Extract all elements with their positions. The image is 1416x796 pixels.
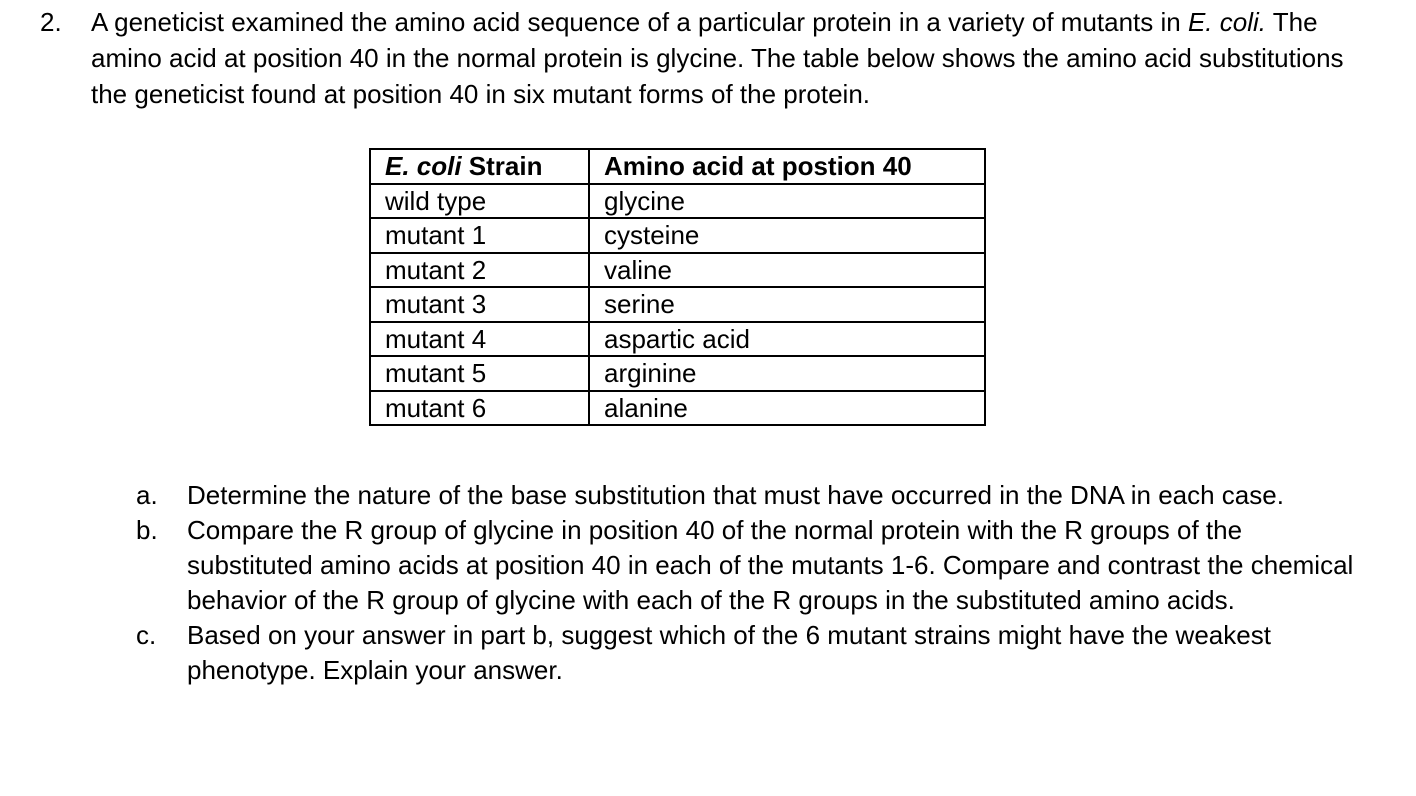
question-row <box>40 4 1380 112</box>
table-row <box>370 253 985 288</box>
table-row <box>370 322 985 357</box>
part-text: Compare the R group of glycine in position 40 of the normal protein with the R groups of the substituted amino acids at position 40 in each of the mutants 1-6. Compare and contrast the chemical behavior of the R group of glycine with each of the R groups in the substituted amino acids. <box>187 515 1354 615</box>
strain-cell: wild type <box>370 184 589 219</box>
table-row <box>370 218 985 253</box>
question-intro <box>91 4 1380 112</box>
question-part-c <box>136 618 1366 688</box>
amino-acid-cell: valine <box>589 253 985 288</box>
strain-table-wrapper <box>369 148 986 426</box>
question-part-b <box>136 513 1366 618</box>
amino-acid-cell: arginine <box>589 356 985 391</box>
strain-cell: mutant 3 <box>370 287 589 322</box>
strain-table <box>369 148 986 426</box>
table-row <box>370 391 985 426</box>
table-row <box>370 184 985 219</box>
part-letter: b. <box>136 515 158 545</box>
strain-cell: mutant 4 <box>370 322 589 357</box>
intro-text-2: The amino acid at position 40 in the normal protein is glycine. The table below shows the amino acid substitutions the geneticist found at position 40 in six mutant forms of the protein. <box>91 7 1344 109</box>
question-parts-list <box>136 478 1366 688</box>
part-text: Determine the nature of the base substitution that must have occurred in the DNA in each case. <box>187 480 1284 510</box>
table-header-row <box>370 149 985 184</box>
amino-acid-cell: glycine <box>589 184 985 219</box>
amino-acid-cell: cysteine <box>589 218 985 253</box>
intro-text-1: A geneticist examined the amino acid sequence of a particular protein in a variety of mutants in <box>91 7 1188 37</box>
amino-acid-cell: alanine <box>589 391 985 426</box>
part-text: Based on your answer in part b, suggest which of the 6 mutant strains might have the weakest phenotype. Explain your answer. <box>187 620 1271 685</box>
amino-acid-cell: serine <box>589 287 985 322</box>
amino-acid-cell: aspartic acid <box>589 322 985 357</box>
strain-cell: mutant 1 <box>370 218 589 253</box>
table-row <box>370 356 985 391</box>
question-part-a <box>136 478 1366 513</box>
strain-cell: mutant 2 <box>370 253 589 288</box>
part-letter: c. <box>136 620 157 650</box>
header-strain-italic: E. coli <box>385 151 462 182</box>
strain-cell: mutant 6 <box>370 391 589 426</box>
question-number: 2. <box>40 7 62 37</box>
intro-species-italic: E. coli. <box>1187 7 1266 37</box>
table-row <box>370 287 985 322</box>
strain-cell: mutant 5 <box>370 356 589 391</box>
header-strain <box>370 149 589 184</box>
header-amino-acid: Amino acid at postion 40 <box>589 149 985 184</box>
question-block <box>40 4 1380 112</box>
header-strain-rest: Strain <box>461 151 543 182</box>
part-letter: a. <box>136 480 158 510</box>
